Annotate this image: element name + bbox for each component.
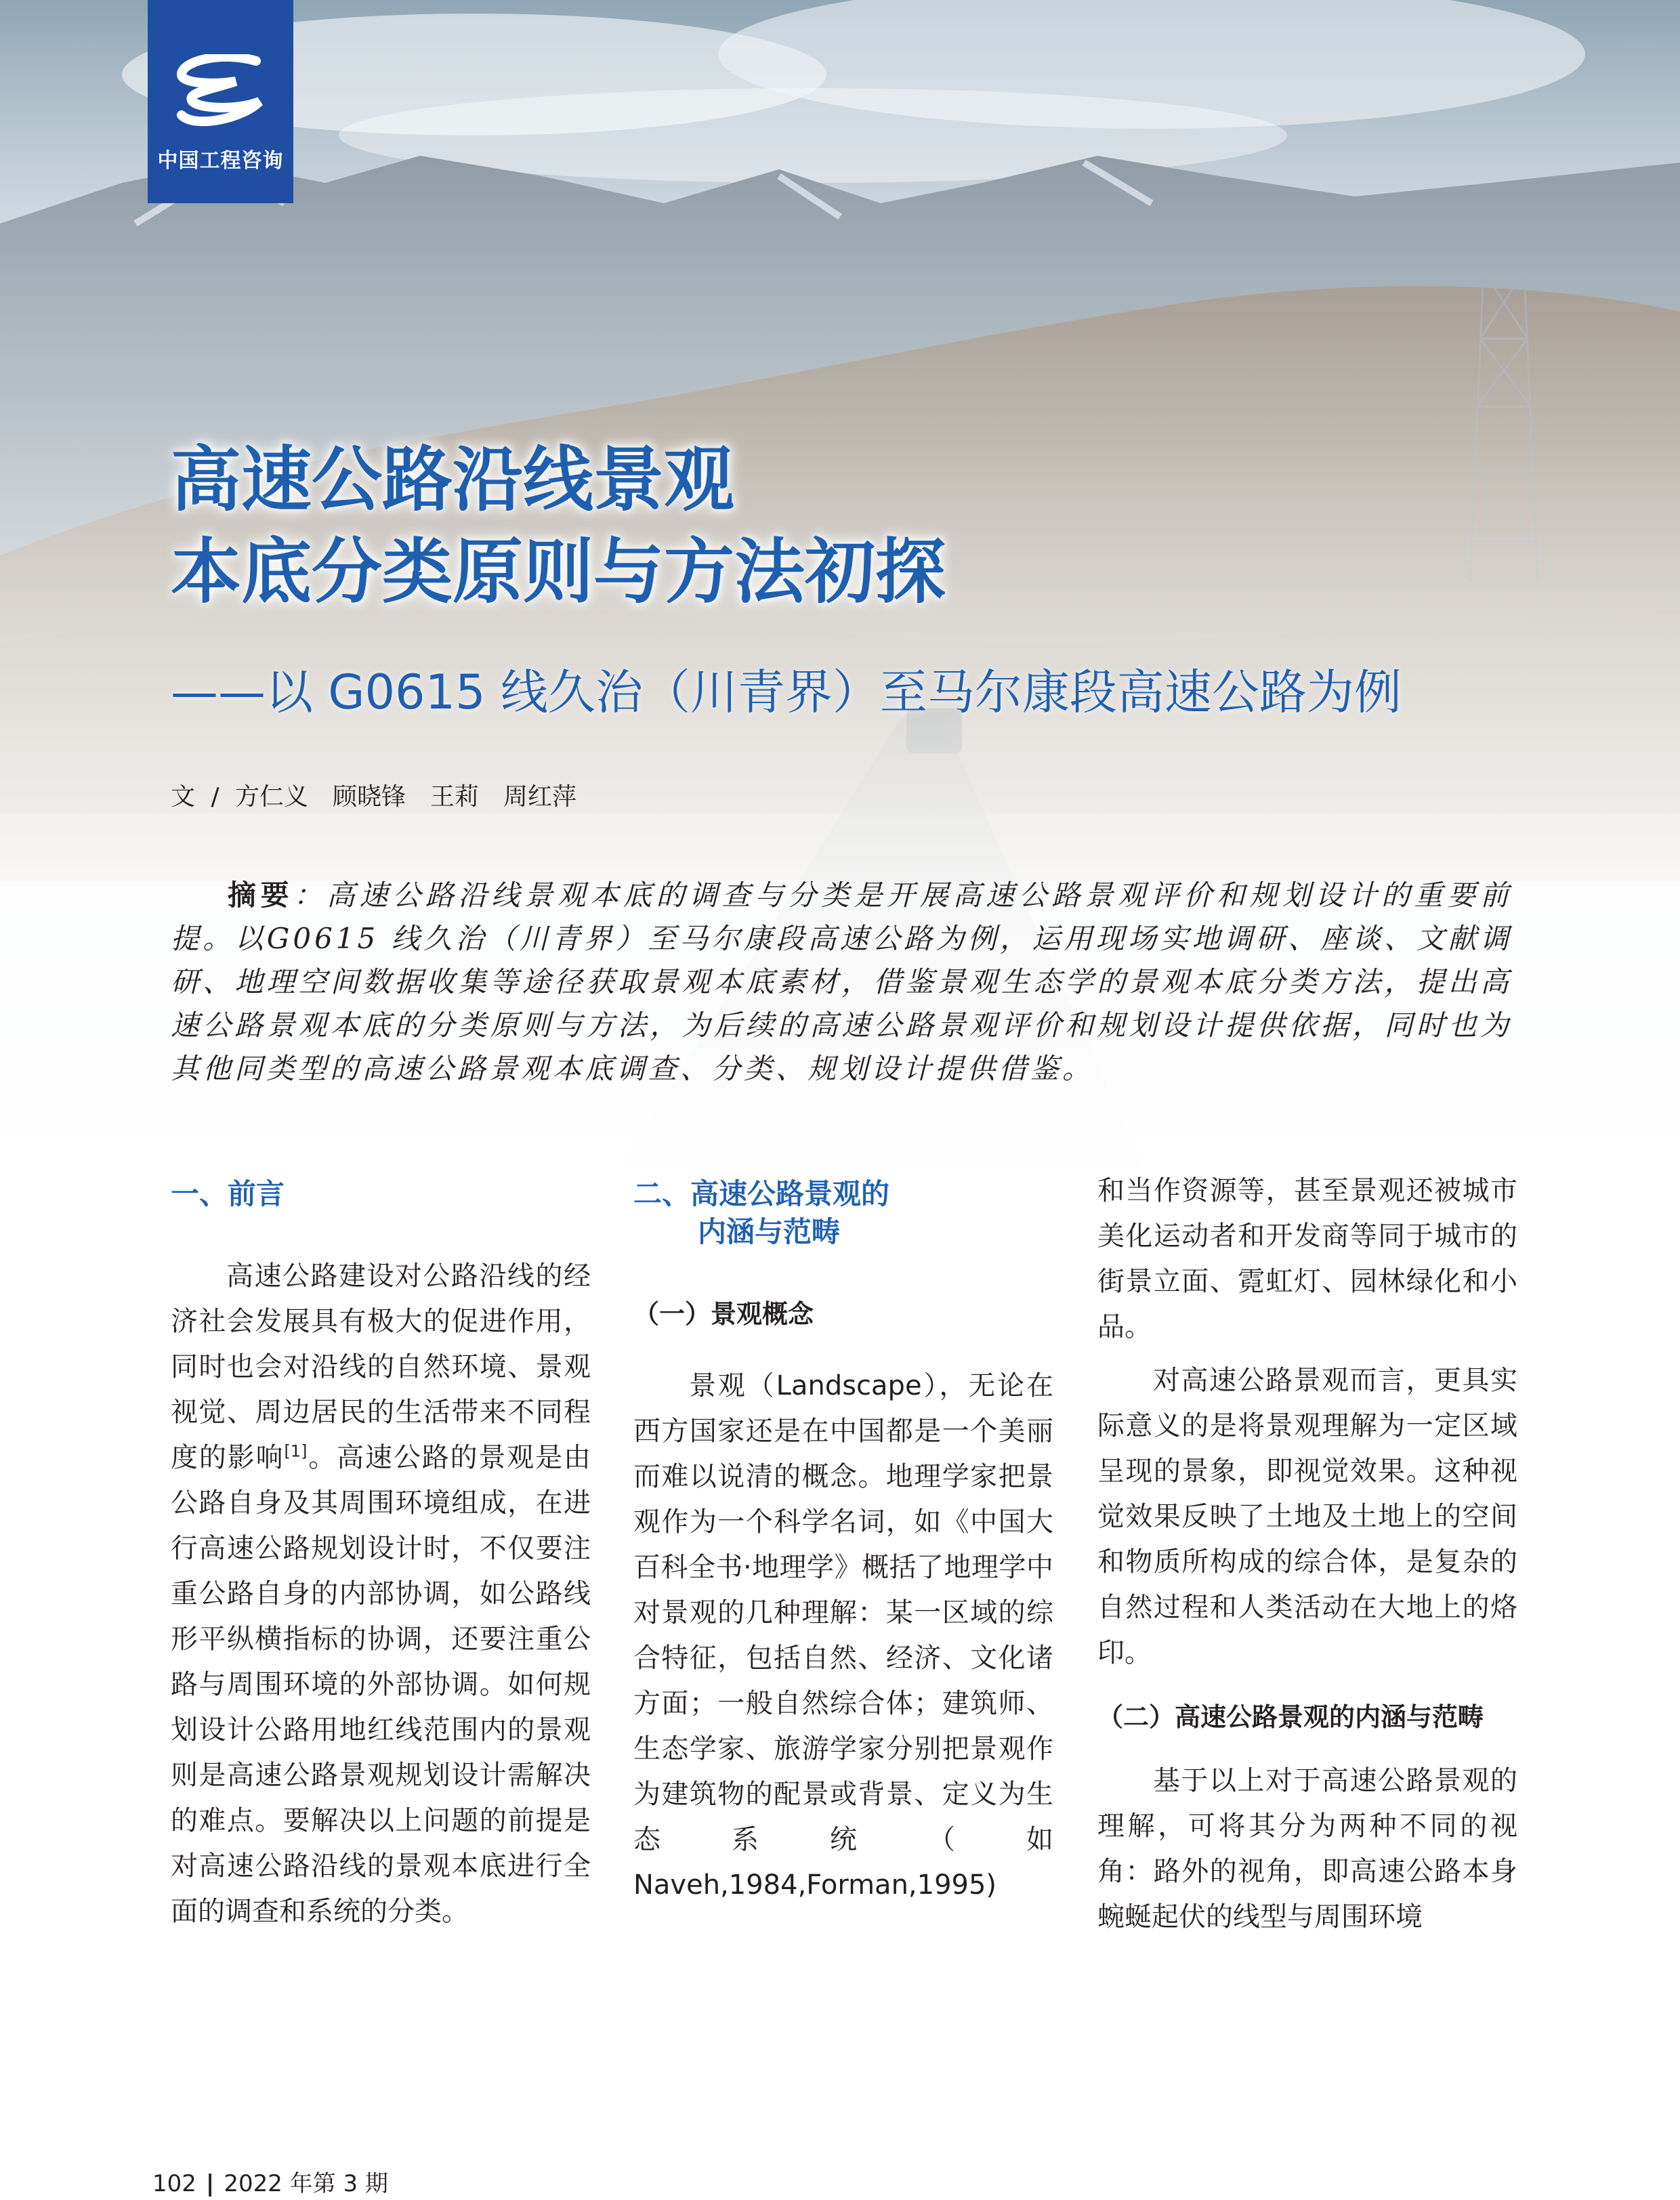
footer-separator: | (205, 2170, 215, 2197)
page-footer (152, 2165, 388, 2198)
subsection-1-paragraph: 景观（Landscape），无论在西方国家还是在中国都是一个美丽而难以说清的概念。地理学家把景观作为一个科学名词，如《中国大百科全书·地理学》概括了地理学中对景观的几种理解：某一区域的综合特征，包括自然、经济、文化诸方面；一般自然综合体；建筑师、生态学家、旅游学家分别把景观作为建筑物的配景或背景、定义为生态系统（如Naveh,1984,Forman,1995) (633, 1370, 1053, 1901)
page-number: 102 (152, 2170, 196, 2197)
section-2-heading-line-1: 二、高速公路景观的 (633, 1177, 890, 1210)
journal-name: 中国工程咨询 (157, 149, 284, 173)
article-title-line-2: 本底分类原则与方法初探 (171, 530, 946, 613)
paragraph-highway-landscape: 对高速公路景观而言，更具实际意义的是将景观理解为一定区域呈现的景象，即视觉效果。这种视觉效果反映了土地及土地上的空间和物质所构成的综合体，是复杂的自然过程和人类活动在大地上的烙印。 (1097, 1365, 1517, 1668)
column-3 (1097, 1168, 1517, 1940)
column-2 (633, 1168, 1053, 1908)
subsection-2-heading: （二）高速公路景观的内涵与范畴 (1097, 1702, 1484, 1732)
section-2-heading-line-2: 内涵与范畴 (698, 1215, 841, 1248)
journal-badge (148, 0, 293, 203)
abstract-text: ：高速公路沿线景观本底的调查与分类是开展高速公路景观评价和规划设计的重要前提。以G0615 线久治（川青界）至马尔康段高速公路为例，运用现场实地调研、座谈、文献调研、地理空间数据收集等途径获取景观本底素材，借鉴景观生态学的景观本底分类方法，提出高速公路景观本底的分类原则与方法，为后续的高速公路景观评价和规划设计提供依据，同时也为其他同类型的高速公路景观本底调查、分类、规划设计提供借鉴。 (171, 879, 1512, 1085)
article-title-line-1: 高速公路沿线景观 (171, 438, 735, 521)
subsection-1-heading: （一）景观概念 (633, 1299, 814, 1329)
paragraph-perspectives: 基于以上对于高速公路景观的理解，可将其分为两种不同的视角：路外的视角，即高速公路本身蜿蜒起伏的线型与周围环境 (1097, 1765, 1517, 1932)
paragraph-continuation: 和当作资源等，甚至景观还被城市美化运动者和开发商等同于城市的街景立面、霓虹灯、园林绿化和小品。 (1097, 1175, 1517, 1342)
journal-logo-icon (175, 54, 263, 129)
section-1-heading: 一、前言 (171, 1177, 285, 1210)
citation-ref: [1] (284, 1441, 308, 1461)
article-subtitle: ——以 G0615 线久治（川青界）至马尔康段高速公路为例 (171, 664, 1402, 720)
abstract-label: 摘要 (228, 879, 294, 912)
abstract (171, 874, 1512, 1091)
article-title (171, 433, 946, 618)
author-line: 文 / 方仁义 顾晓锋 王莉 周红萍 (171, 783, 577, 811)
issue-label: 2022 年第 3 期 (224, 2170, 388, 2197)
column-1 (171, 1168, 591, 1934)
section-1-paragraph: 高速公路建设对公路沿线的经济社会发展具有极大的促进作用，同时也会对沿线的自然环境、景观视觉、周边居民的生活带来不同程度的影响[1]。高速公路的景观是由公路自身及其周围环境组成，在进行高速公路规划设计时，不仅要注重公路自身的内部协调，如公路线形平纵横指标的协调，还要注重公路与周围环境的外部协调。如何规划设计公路用地红线范围内的景观则是高速公路景观规划设计需解决的难点。要解决以上问题的前提是对高速公路沿线的景观本底进行全面的调查和系统的分类。 (171, 1261, 591, 1927)
